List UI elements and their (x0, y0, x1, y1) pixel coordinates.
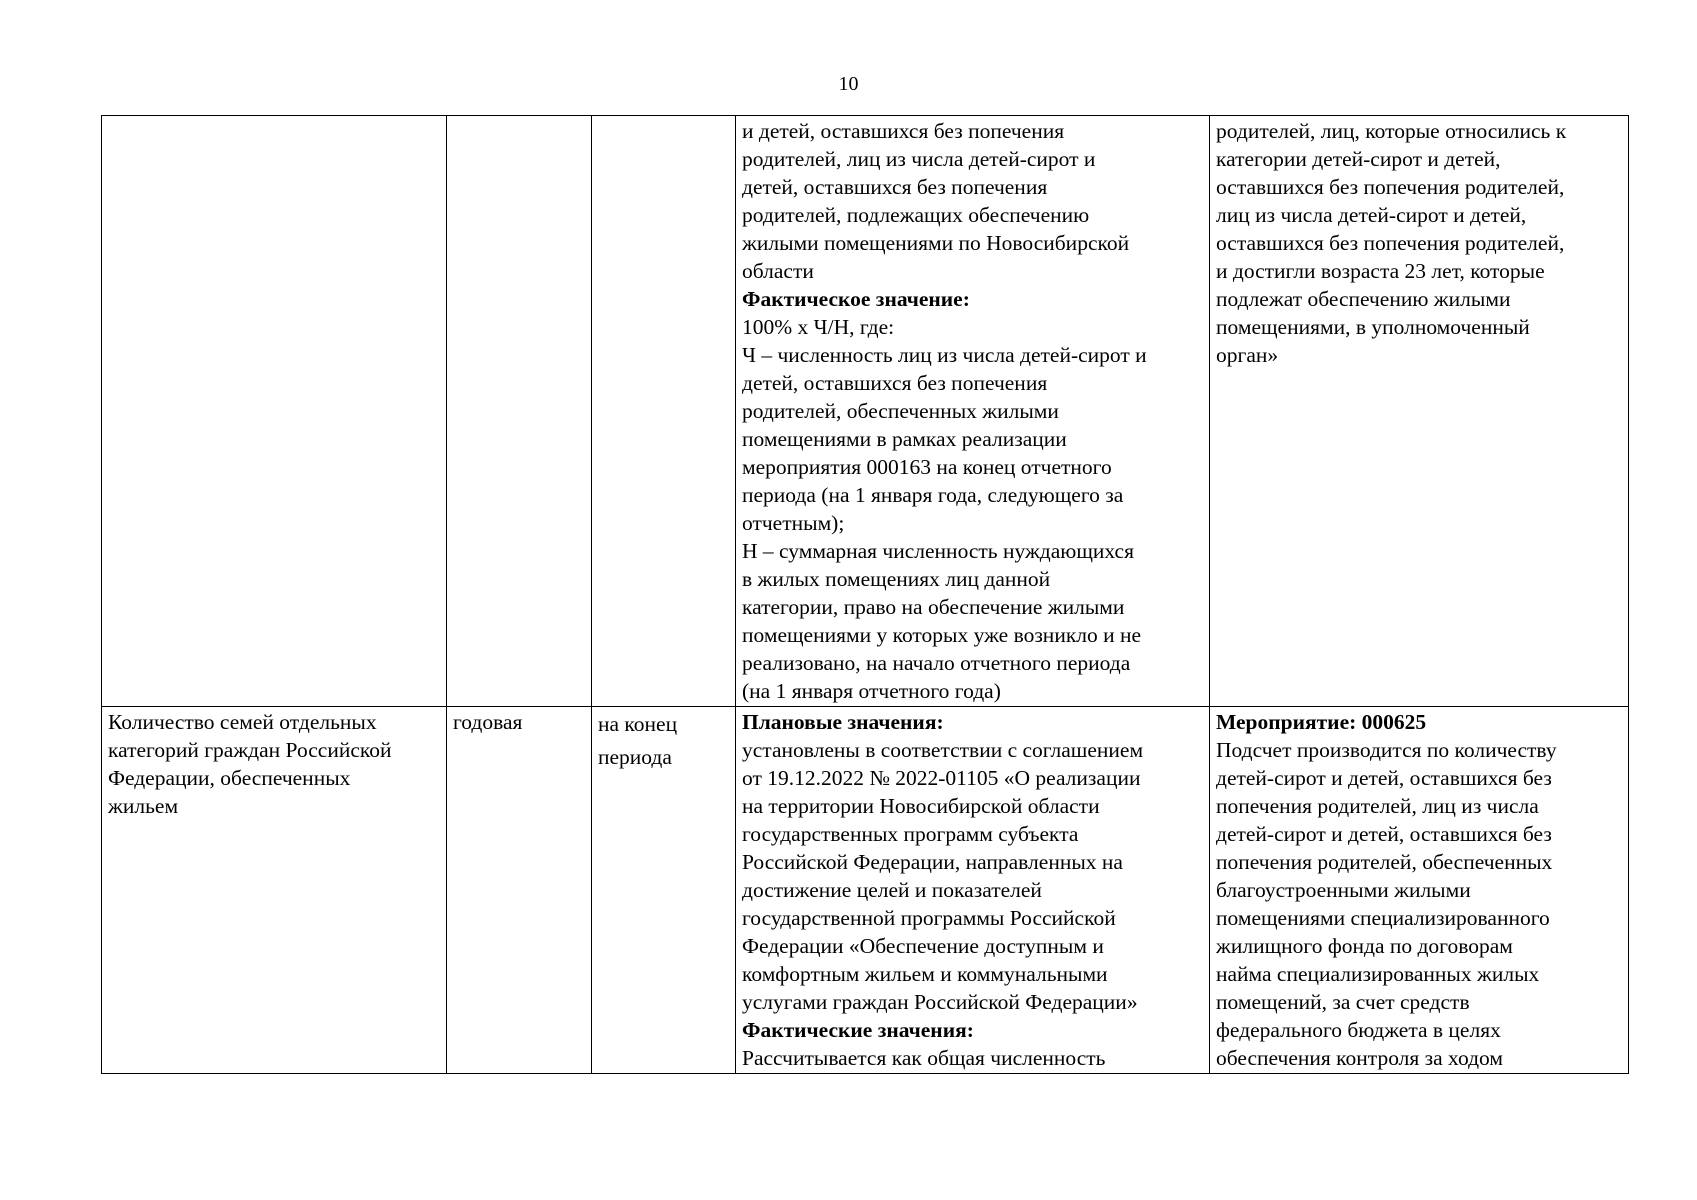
text-line: родителей, лиц из числа детей-сирот и (742, 147, 1096, 171)
text-line: жильем (108, 794, 179, 818)
indicator-text (108, 708, 440, 820)
text-line: и детей, оставшихся без попечения (742, 119, 1065, 143)
method-cell (736, 116, 1210, 707)
text-line: детей-сирот и детей, оставшихся без (1216, 766, 1552, 790)
text-line: отчетным); (742, 511, 845, 535)
text-line: годовая (453, 710, 523, 734)
text-line: оставшихся без попечения родителей, (1216, 175, 1565, 199)
page-number: 10 (838, 73, 859, 95)
frequency-cell (447, 116, 592, 707)
indicator-table (101, 115, 1629, 1074)
text-line: Ч – численность лиц из числа детей-сирот и (742, 343, 1147, 367)
indicator-cell (102, 707, 447, 1074)
text-line: установлены в соответствии с соглашением (742, 738, 1144, 762)
text-line: жилыми помещениями по Новосибирской (742, 231, 1130, 255)
text-line: Российской Федерации, направленных на (742, 850, 1123, 874)
text-line: 100% х Ч/Н, где: (742, 315, 895, 339)
text-line: помещениями у которых уже возникло и не (742, 623, 1142, 647)
text-line: помещениями, в уполномоченный (1216, 315, 1530, 339)
text-line: лиц из числа детей-сирот и детей, (1216, 203, 1527, 227)
section-heading: Мероприятие: 000625 (1216, 710, 1427, 734)
text-line: категории, право на обеспечение жилыми (742, 595, 1125, 619)
text-line: Подсчет производится по количеству (1216, 738, 1557, 762)
text-line: детей-сирот и детей, оставшихся без (1216, 822, 1552, 846)
indicator-cell (102, 116, 447, 707)
text-line: детей, оставшихся без попечения (742, 371, 1048, 395)
text-line: комфортным жильем и коммунальными (742, 962, 1108, 986)
text-line: периода (598, 745, 672, 769)
text-line: Количество семей отдельных (108, 710, 377, 734)
frequency-cell (447, 707, 592, 1074)
text-line: благоустроенными жилыми (1216, 878, 1471, 902)
text-line: детей, оставшихся без попечения (742, 175, 1048, 199)
text-line: обеспечения контроля за ходом (1216, 1046, 1504, 1070)
text-line: в жилых помещениях лиц данной (742, 567, 1051, 591)
method-cell (736, 707, 1210, 1074)
table-row (102, 116, 1629, 707)
text-line: области (742, 259, 814, 283)
source-cell (1210, 116, 1629, 707)
text-line: достижение целей и показателей (742, 878, 1042, 902)
text-line: родителей, подлежащих обеспечению (742, 203, 1090, 227)
text-line: и достигли возраста 23 лет, которые (1216, 259, 1545, 283)
moment-cell (592, 116, 736, 707)
text-line: на конец (598, 712, 678, 736)
text-line: попечения родителей, лиц из числа (1216, 794, 1539, 818)
section-heading: Плановые значения: (742, 710, 944, 734)
text-line: родителей, обеспеченных жилыми (742, 399, 1059, 423)
text-line: государственной программы Российской (742, 906, 1116, 930)
text-line: реализовано, на начало отчетного периода (742, 651, 1131, 675)
text-line: оставшихся без попечения родителей, (1216, 231, 1565, 255)
text-line: от 19.12.2022 № 2022-01105 «О реализации (742, 766, 1141, 790)
text-line: на территории Новосибирской области (742, 794, 1100, 818)
text-line: жилищного фонда по договорам (1216, 934, 1513, 958)
text-line: услугами граждан Российской Федерации» (742, 990, 1138, 1014)
text-line: Н – суммарная численность нуждающихся (742, 539, 1134, 563)
table-row (102, 707, 1629, 1074)
source-text (1216, 117, 1622, 369)
text-line: Федерации, обеспеченных (108, 766, 351, 790)
text-line: Рассчитывается как общая численность (742, 1046, 1106, 1070)
source-cell (1210, 707, 1629, 1074)
text-line: мероприятия 000163 на конец отчетного (742, 455, 1112, 479)
text-line: категории детей-сирот и детей, (1216, 147, 1501, 171)
text-line: родителей, лиц, которые относились к (1216, 119, 1567, 143)
section-heading: Фактическое значение: (742, 287, 970, 311)
source-text (1216, 708, 1622, 1072)
text-line: попечения родителей, обеспеченных (1216, 850, 1553, 874)
moment-text (598, 708, 729, 774)
section-heading: Фактические значения: (742, 1018, 974, 1042)
text-line: категорий граждан Российской (108, 738, 392, 762)
text-line: найма специализированных жилых (1216, 962, 1540, 986)
text-line: Федерации «Обеспечение доступным и (742, 934, 1104, 958)
text-line: помещениями в рамках реализации (742, 427, 1067, 451)
text-line: помещений, за счет средств (1216, 990, 1470, 1014)
method-text (742, 117, 1203, 705)
method-text (742, 708, 1203, 1072)
text-line: помещениями специализированного (1216, 906, 1550, 930)
text-line: (на 1 января отчетного года) (742, 679, 1001, 703)
text-line: подлежат обеспечению жилыми (1216, 287, 1511, 311)
moment-cell (592, 707, 736, 1074)
text-line: периода (на 1 января года, следующего за (742, 483, 1124, 507)
frequency-text (453, 708, 585, 736)
text-line: орган» (1216, 343, 1279, 367)
text-line: федерального бюджета в целях (1216, 1018, 1501, 1042)
text-line: государственных программ субъекта (742, 822, 1079, 846)
